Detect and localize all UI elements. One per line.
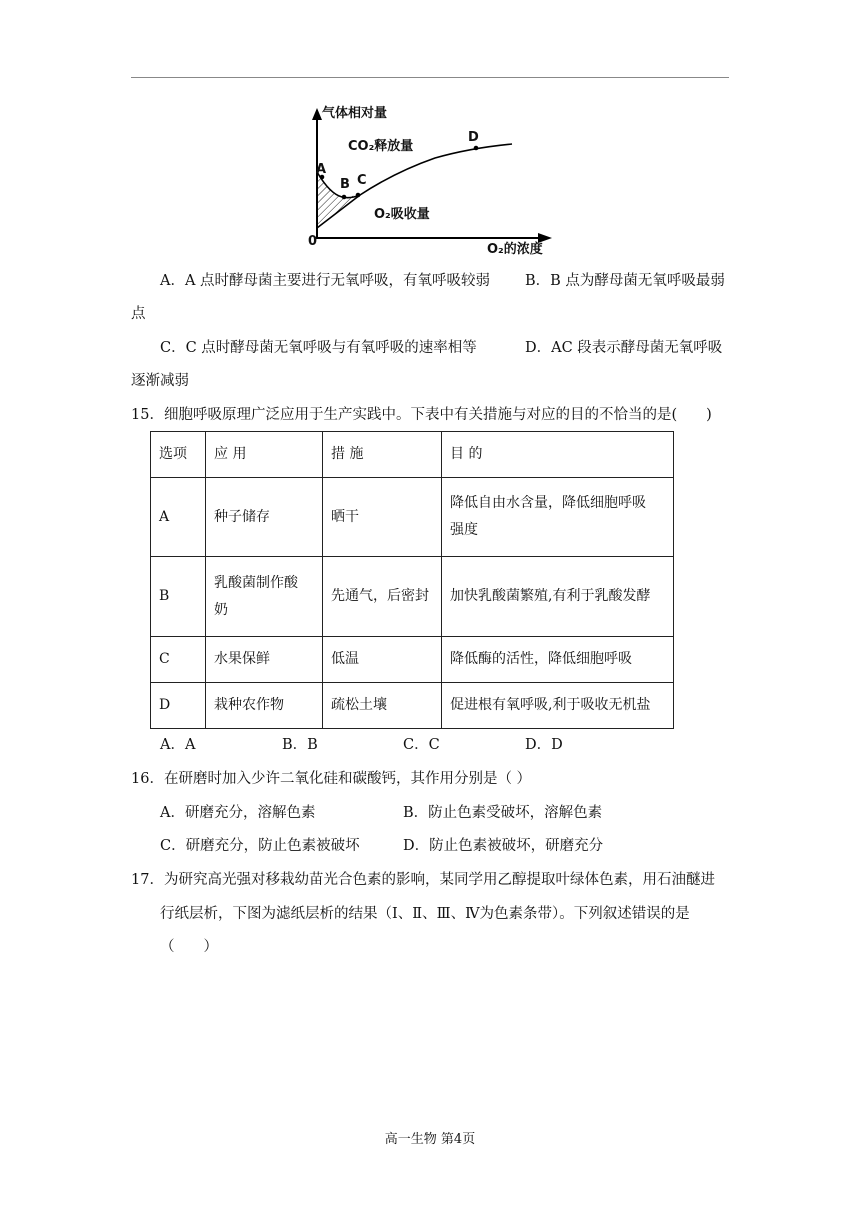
- q15-stem: 15．细胞呼吸原理广泛应用于生产实践中。下表中有关措施与对应的目的不恰当的是( ): [131, 407, 712, 423]
- table-cell-option: B: [151, 557, 206, 637]
- table-header-row: [151, 432, 674, 478]
- table-cell-purpose: 促进根有氧呼吸,利于吸收无机盐: [442, 683, 674, 729]
- point-d-label: D: [468, 130, 479, 145]
- point-a-label: A: [316, 162, 327, 177]
- q16-option-d: D．防止色素被破坏，研磨充分: [403, 838, 604, 854]
- header-rule: [131, 77, 729, 78]
- table-cell-application: [206, 557, 323, 637]
- table-header-cell: 应 用: [206, 432, 323, 478]
- point-c-label: C: [357, 173, 367, 188]
- page-footer: 高一生物 第4页: [384, 1132, 476, 1147]
- q14-option-b-line2: 点: [131, 306, 146, 322]
- table-cell-measure: 先通气，后密封: [323, 557, 442, 637]
- y-axis-label: 气体相对量: [322, 106, 388, 121]
- q16-option-a: A．研磨充分，溶解色素: [160, 805, 316, 821]
- table-header-cell: 措 施: [323, 432, 442, 478]
- purpose-line: 强度: [450, 522, 478, 538]
- purpose-line: 降低自由水含量，降低细胞呼吸: [450, 495, 646, 511]
- table-cell-measure: 疏松土壤: [323, 683, 442, 729]
- q17-stem-line3: （ ）: [160, 939, 218, 955]
- x-axis-label: O₂的浓度: [487, 242, 543, 257]
- table-cell-option: A: [151, 478, 206, 557]
- table-cell-measure: 低温: [323, 637, 442, 683]
- table-row: [151, 557, 674, 637]
- table-cell-application: 栽种农作物: [206, 683, 323, 729]
- table-row: [151, 478, 674, 557]
- table-cell-purpose: 加快乳酸菌繁殖,有利于乳酸发酵: [442, 557, 674, 637]
- q15-option-b: B．B: [282, 737, 318, 753]
- table-header-cell: 选项: [151, 432, 206, 478]
- o2-label: O₂吸收量: [374, 207, 430, 222]
- q14-option-a: A．A 点时酵母菌主要进行无氧呼吸，有氧呼吸较弱: [160, 273, 491, 289]
- q16-stem: 16．在研磨时加入少许二氧化硅和碳酸钙，其作用分别是（ ）: [131, 771, 532, 787]
- table-header-cell: 目 的: [442, 432, 674, 478]
- table-row: [151, 637, 674, 683]
- point-c-dot: [356, 193, 361, 198]
- co2-label: CO₂释放量: [348, 139, 414, 154]
- table-cell-option: D: [151, 683, 206, 729]
- q14-option-d-line2: 逐渐减弱: [131, 373, 189, 389]
- table-row: [151, 683, 674, 729]
- q15-option-d: D．D: [525, 737, 563, 753]
- table-cell-measure: 晒干: [323, 478, 442, 557]
- q15-table: [150, 431, 674, 729]
- q17-stem-line1: 17．为研究高光强对移栽幼苗光合色素的影响，某同学用乙醇提取叶绿体色素，用石油醚进: [131, 872, 715, 888]
- q16-option-b: B．防止色素受破坏，溶解色素: [403, 805, 603, 821]
- table-cell-purpose: [442, 478, 674, 557]
- q14-option-c: C．C 点时酵母菌无氧呼吸与有氧呼吸的速率相等: [160, 340, 477, 356]
- q17-stem-line2: 行纸层析，下图为滤纸层析的结果（Ⅰ、Ⅱ、Ⅲ、Ⅳ为色素条带）。下列叙述错误的是: [160, 906, 690, 922]
- q14-option-b-line1: B．B 点为酵母菌无氧呼吸最弱: [525, 273, 725, 289]
- application-line: 乳酸菌制作酸: [214, 574, 298, 591]
- y-axis-arrow-icon: [312, 108, 322, 120]
- point-b-dot: [342, 195, 347, 200]
- table-cell-application: 水果保鲜: [206, 637, 323, 683]
- table-cell-application: 种子储存: [206, 478, 323, 557]
- point-b-label: B: [340, 177, 350, 192]
- application-line: 奶: [214, 601, 228, 618]
- q15-option-c: C．C: [403, 737, 440, 753]
- q16-option-c: C．研磨充分，防止色素被破坏: [160, 838, 360, 854]
- table-cell-option: C: [151, 637, 206, 683]
- table-cell-purpose: 降低酶的活性，降低细胞呼吸: [442, 637, 674, 683]
- origin-label: 0: [308, 234, 318, 249]
- q15-option-a: A．A: [160, 737, 196, 753]
- q14-option-d-line1: D．AC 段表示酵母菌无氧呼吸: [525, 340, 723, 356]
